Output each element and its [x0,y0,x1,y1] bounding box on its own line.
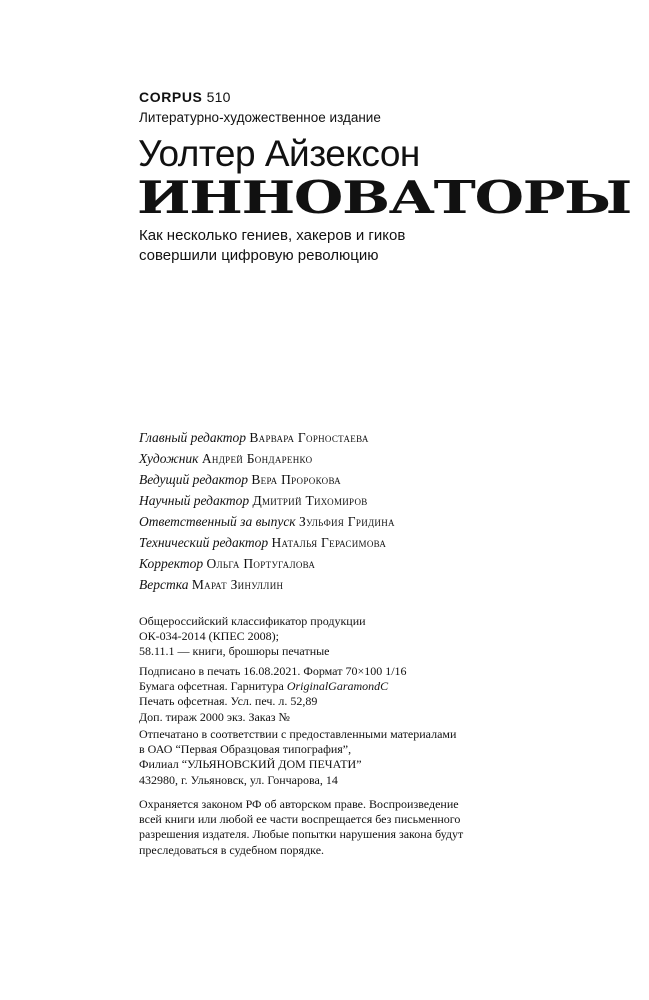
series-number: 510 [206,89,231,105]
imprint-line: Охраняется законом РФ об авторском праве. Воспроизведение [139,797,459,811]
credit-name: Дмитрий Тихомиров [252,493,368,508]
book-title: ИННОВАТОРЫ [137,171,631,224]
credit-name: Андрей Бондаренко [201,451,313,466]
credit-row [139,532,395,553]
tagline-line: Как несколько гениев, хакеров и гиков [139,227,406,244]
credit-role: Технический редактор [139,535,269,550]
credit-row [139,511,395,532]
typeface-name: OriginalGaramondC [286,679,389,694]
typeface-label: Бумага офсетная. Гарнитура [139,679,287,694]
copyright-block [139,797,463,858]
imprint-line: преследоваться в судебном порядке. [139,842,325,857]
imprint-line: 58.11.1 — книги, брошюры печатные [139,644,330,659]
imprint-line: в ОАО “Первая Образцовая типография”, [139,742,352,757]
credits-list [139,427,395,595]
credit-role: Ответственный за выпуск [139,514,296,529]
credit-role: Верстка [139,577,189,592]
imprint-line: 432980, г. Ульяновск, ул. Гончарова, 14 [139,772,338,787]
imprint-line: Печать офсетная. Усл. печ. л. 52,89 [139,694,318,709]
credit-name: Вера Пророкова [251,472,341,487]
credit-row [139,490,395,511]
printer-block [139,727,456,788]
imprint-line: Общероссийский классификатор продукции [139,614,366,628]
credit-name: Ольга Португалова [206,556,316,571]
print-info-block [139,664,407,725]
credit-role: Ведущий редактор [139,472,248,487]
credit-role: Художник [139,451,199,466]
imprint-line [139,679,407,694]
credit-name: Марат Зинуллин [191,577,284,592]
classifier-block [139,614,366,660]
credit-name: Зульфия Гридина [299,514,395,529]
imprint-line: разрешения издателя. Любые попытки нарушения закона будут [139,827,464,842]
imprint-line: Доп. тираж 2000 экз. Заказ № [139,709,290,724]
series-brand: CORPUS [139,89,203,105]
tagline-line: совершили цифровую революцию [139,247,379,264]
credit-row [139,553,395,574]
credit-role: Корректор [139,556,204,571]
credit-row [139,427,395,448]
imprint-line: Филиал “УЛЬЯНОВСКИЙ ДОМ ПЕЧАТИ” [139,757,362,772]
credit-name: Наталья Герасимова [271,535,387,550]
credit-row [139,469,395,490]
credit-name: Варвара Горностаева [249,430,369,445]
credit-row [139,574,395,595]
series-line [139,89,231,105]
imprint-line: ОК-034-2014 (КПЕС 2008); [139,629,279,644]
imprint-line: Отпечатано в соответствии с предоставленными материалами [139,727,457,741]
imprint-line: всей книги или любой ее части воспрещается без письменного [139,812,461,827]
book-tagline [139,226,405,266]
author-name: Уолтер Айзексон [138,133,420,174]
imprint-line: Подписано в печать 16.08.2021. Формат 70×100 1/16 [139,664,407,678]
credit-role: Главный редактор [139,430,246,445]
edition-type: Литературно-художественное издание [139,110,381,125]
credit-role: Научный редактор [139,493,250,508]
credit-row [139,448,395,469]
